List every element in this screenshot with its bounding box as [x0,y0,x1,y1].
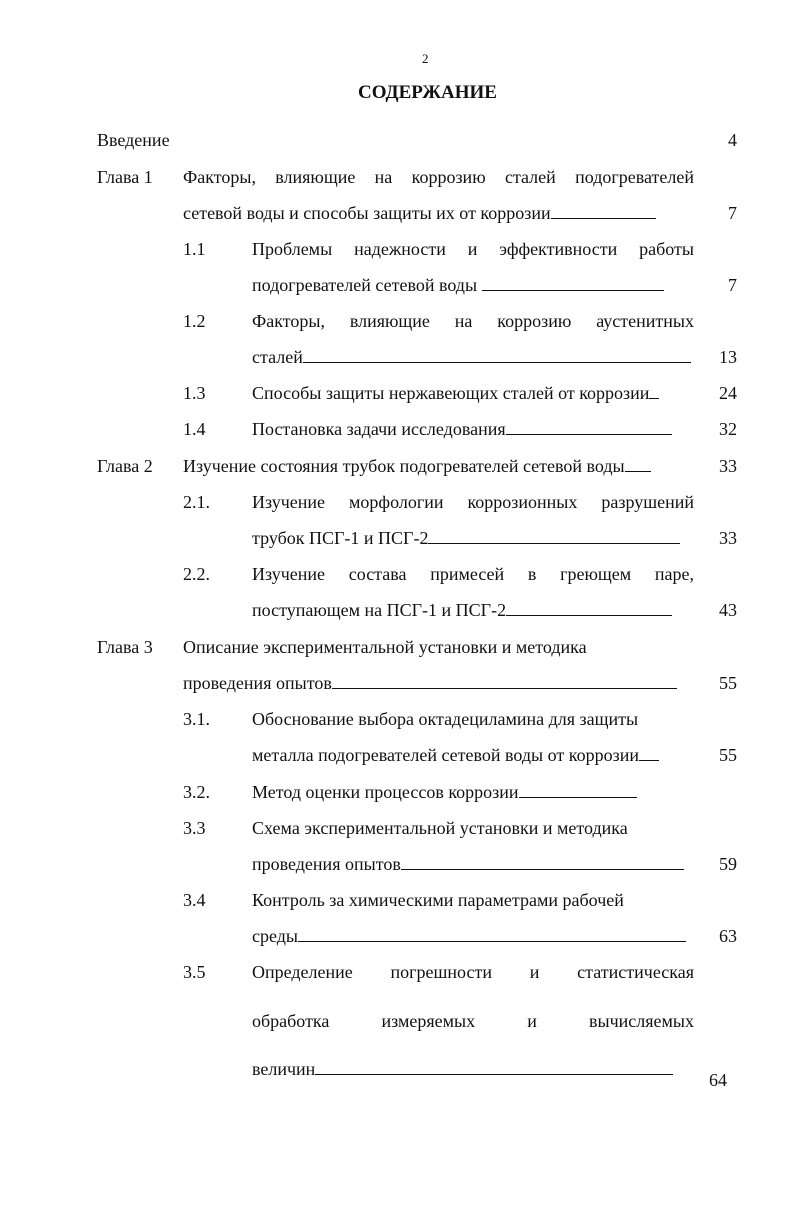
toc-1-1-line2-text: подогревателей сетевой воды [252,275,478,295]
toc-2-2-line2-text: поступающем на ПСГ-1 и ПСГ-2 [252,600,507,620]
toc-1-3-page: 24 [719,383,737,403]
leader-line [428,527,680,544]
toc-2-2-page: 43 [719,600,737,620]
toc-ch2-title-line1-text: Изучение состояния трубок подогревателей сетевой воды [183,456,625,476]
toc-3-4-page: 63 [719,926,737,946]
toc-ch3-title-line2-text: проведения опытов [183,673,332,693]
toc-1-2-line2 [252,346,691,368]
toc-ch3-title-line2 [183,672,677,694]
leader-line [639,744,659,761]
toc-1-2-line1: Факторы, влияющие на коррозию аустенитных [252,311,694,331]
toc-3-1-page: 55 [719,745,737,765]
toc-1-2-line2-text: сталей [252,347,303,367]
toc-2-1-line1: Изучение морфологии коррозионных разрушений [252,492,694,512]
toc-3-4-num: 3.4 [183,890,206,910]
leader-line [298,925,686,942]
toc-1-4-line1-text: Постановка задачи исследования [252,419,506,439]
toc-1-2-page: 13 [719,347,737,367]
page-title: СОДЕРЖАНИЕ [358,82,497,103]
toc-3-4-line2-text: среды [252,926,298,946]
leader-line [401,853,684,870]
leader-line [506,599,672,616]
leader-line [649,382,659,399]
leader-line [519,781,637,798]
leader-line [506,418,672,435]
toc-ch1-page: 7 [728,203,737,223]
toc-ch3-title-line1: Описание экспериментальной установки и методика [183,637,587,657]
toc-2-1-line2-text: трубок ПСГ-1 и ПСГ-2 [252,528,429,548]
toc-3-2-num: 3.2. [183,782,210,802]
leader-line [315,1058,673,1075]
page-number: 2 [422,51,429,66]
toc-3-4-line1: Контроль за химическими параметрами рабочей [252,890,624,910]
toc-ch3-label: Глава 3 [97,637,153,657]
toc-3-5-line2: обработка измеряемых и вычисляемых [252,1011,694,1031]
toc-1-2-num: 1.2 [183,311,206,331]
toc-3-3-line1: Схема экспериментальной установки и методика [252,818,628,838]
toc-2-1-num: 2.1. [183,492,210,512]
toc-3-2-line1-text: Метод оценки процессов коррозии [252,782,519,802]
toc-1-4-line1 [252,418,672,440]
toc-ch2-page: 33 [719,456,737,476]
toc-3-2-line1 [252,781,637,803]
toc-ch1-title-line1: Факторы, влияющие на коррозию сталей подогревателей [183,167,694,187]
toc-3-5-page: 64 [709,1070,727,1090]
toc-intro-label: Введение [97,130,170,150]
toc-1-1-page: 7 [728,275,737,295]
toc-3-1-line2 [252,744,659,766]
toc-3-3-num: 3.3 [183,818,206,838]
leader-line [625,455,651,472]
toc-1-3-line1-text: Способы защиты нержавеющих сталей от коррозии [252,383,650,403]
toc-ch2-label: Глава 2 [97,456,153,476]
toc-2-1-line2 [252,527,680,549]
toc-2-2-num: 2.2. [183,564,210,584]
toc-3-5-line3 [252,1058,673,1080]
toc-1-4-num: 1.4 [183,419,206,439]
toc-1-1-num: 1.1 [183,239,206,259]
toc-1-3-line1 [252,382,659,404]
toc-ch2-title-line1 [183,455,651,477]
toc-1-1-line1: Проблемы надежности и эффективности работы [252,239,694,259]
leader-line [482,274,664,291]
toc-3-5-num: 3.5 [183,962,206,982]
toc-3-3-page: 59 [719,854,737,874]
toc-1-1-line2 [252,274,664,296]
toc-1-3-num: 1.3 [183,383,206,403]
leader-line [332,672,677,689]
toc-ch1-label: Глава 1 [97,167,153,187]
toc-ch1-title-line2-text: сетевой воды и способы защиты их от коррозии [183,203,551,223]
toc-3-5-line3-text: величин [252,1059,316,1079]
toc-ch3-page: 55 [719,673,737,693]
toc-ch1-title-line2 [183,202,656,224]
toc-3-1-line1: Обоснование выбора октадециламина для защиты [252,709,639,729]
toc-intro-page: 4 [728,130,737,150]
toc-2-1-page: 33 [719,528,737,548]
leader-line [551,202,656,219]
toc-3-5-line1: Определение погрешности и статистическая [252,962,694,982]
toc-2-2-line2 [252,599,672,621]
toc-2-2-line1: Изучение состава примесей в греющем паре, [252,564,694,584]
toc-1-4-page: 32 [719,419,737,439]
leader-line [303,346,691,363]
toc-3-1-num: 3.1. [183,709,210,729]
toc-3-4-line2 [252,925,686,947]
toc-3-3-line2 [252,853,684,875]
toc-3-3-line2-text: проведения опытов [252,854,401,874]
toc-3-1-line2-text: металла подогревателей сетевой воды от коррозии [252,745,639,765]
